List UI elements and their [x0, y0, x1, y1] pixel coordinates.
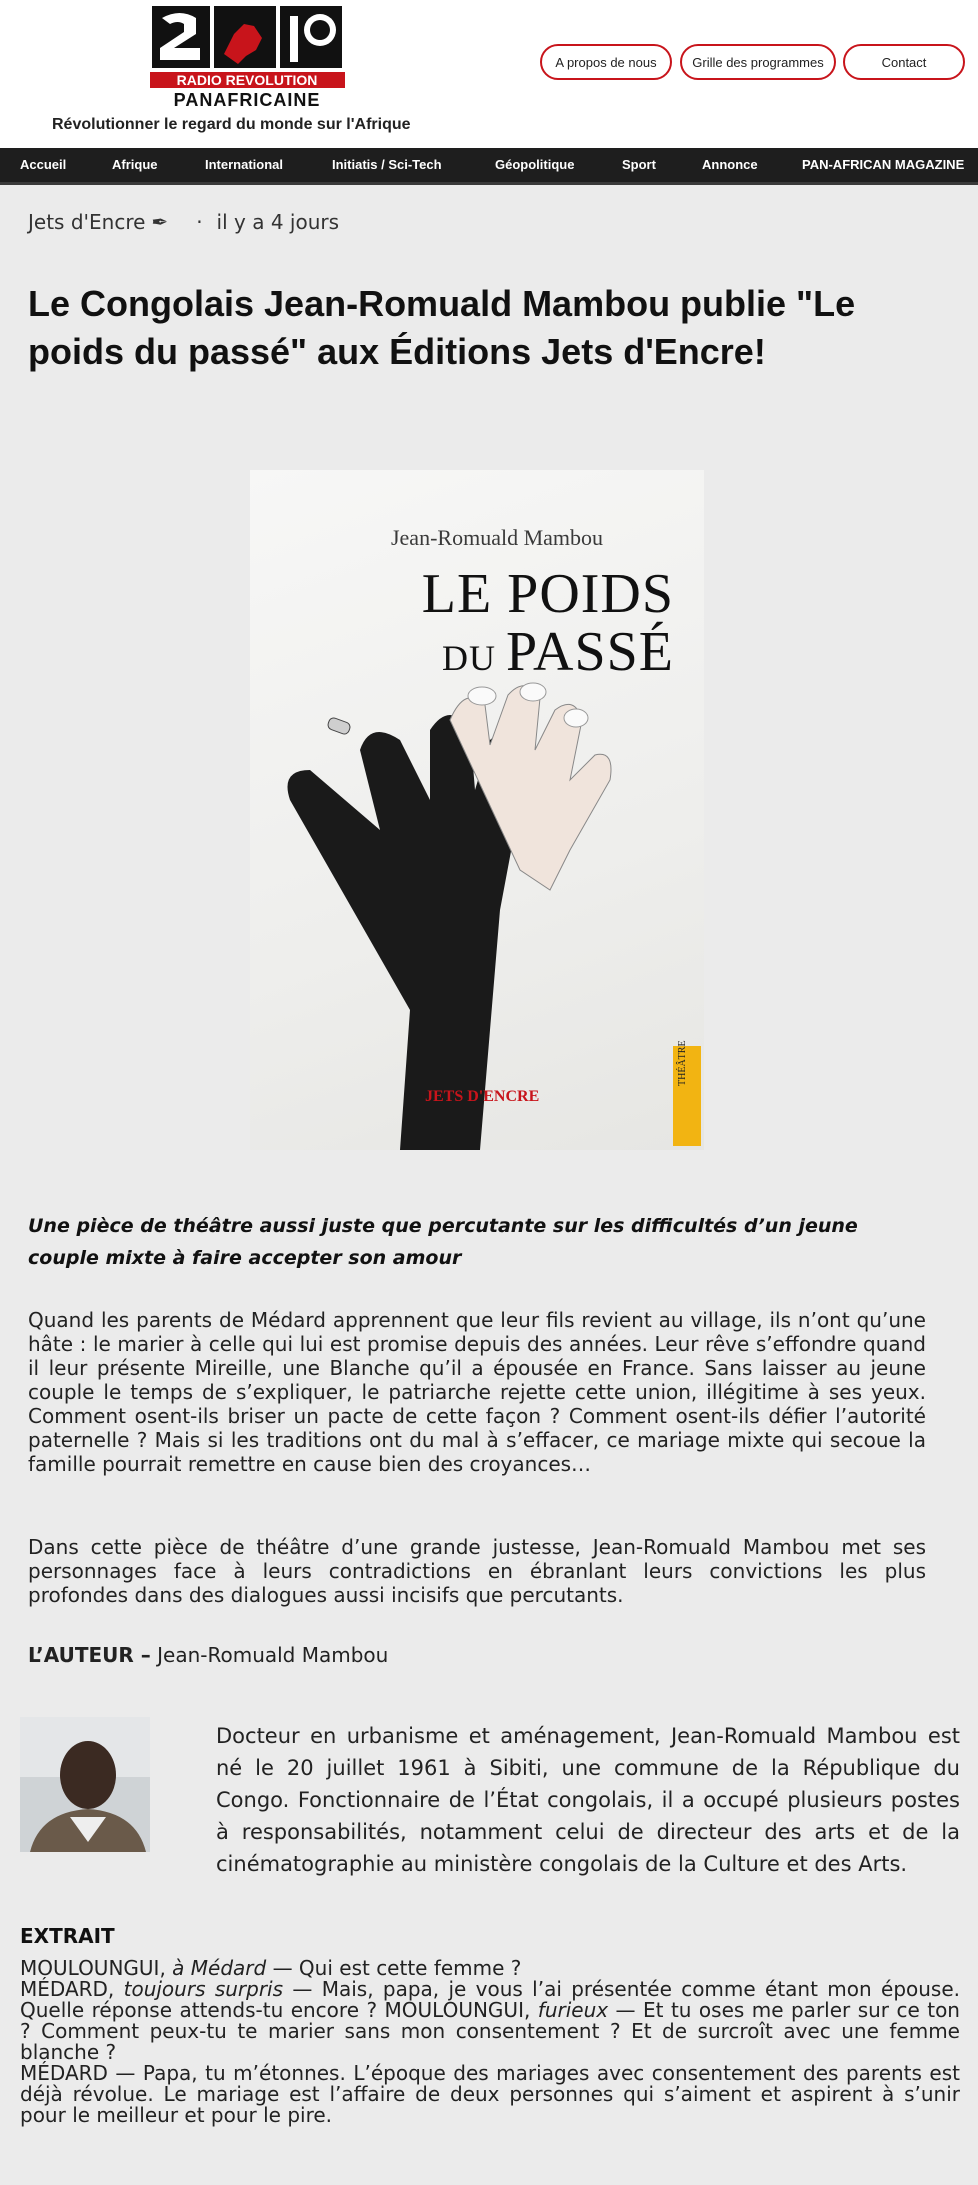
- author-bio: [20, 1720, 960, 1880]
- article-paragraph-2: Dans cette pièce de théâtre d’une grande justesse, Jean-Romuald Mambou met ses personnages face à leurs contradictions en ébranlant leurs convictions les plus profondes dans des dialogues aussi incisifs que percutants.: [28, 1535, 926, 1607]
- site-tagline: Révolutionner le regard du monde sur l'Afrique: [52, 116, 411, 133]
- article-category[interactable]: Jets d'Encre: [28, 210, 146, 234]
- article-title: Le Congolais Jean-Romuald Mambou publie "Le poids du passé" aux Éditions Jets d'Encre!: [28, 283, 856, 372]
- extrait-segment: — Mais, papa, je vous l’ai présentée comme étant mon épouse. Quelle réponse attends-tu encore ? MOULOUNGUI,: [20, 1977, 961, 2022]
- site-header: [0, 0, 978, 148]
- program-schedule-button[interactable]: Grille des programmes: [680, 44, 836, 80]
- contact-button[interactable]: Contact: [843, 44, 965, 80]
- article-paragraph-1: Quand les parents de Médard apprennent que leur fils revient au village, ils n’ont qu’une hâte : le marier à celle qui lui est promise depuis des années. Leur rêve s’effondre quand il leur présente Mireille, une Blanche qu’il a épousée en France. Sans laisser au jeune couple le temps de s’expliquer, le patriarche rejette cette union, illégitime à ses yeux. Comment osent-ils briser un pacte de cette façon ? Comment osent-ils défier l’autorité paternelle ? Mais si les traditions ont du mal à s’effacer, ce mariage mixte qui secoue la famille pourrait remettre en cause bien des croyances…: [28, 1308, 926, 1476]
- nav-item-geopolitique[interactable]: Géopolitique: [495, 157, 575, 172]
- stage-direction: à Médard: [172, 1956, 267, 1980]
- nav-item-annonce[interactable]: Annonce: [702, 157, 758, 172]
- logo-bottom-text: PANAFRICAINE: [173, 90, 321, 110]
- book-genre-label: THÉÂTRE: [677, 1040, 688, 1086]
- extrait-segment: MÉDARD — Papa, tu m’étonnes. L’époque des mariages avec consentement des parents est déjà révolue. Le mariage est l’affaire de deux personnes qui s’aiment et aspirent à s’unir pour le meilleur et pour le pire.: [20, 2061, 960, 2127]
- author-name: Jean-Romuald Mambou: [150, 1643, 389, 1667]
- site-logo[interactable]: [150, 4, 345, 110]
- book-title-du: DU: [442, 638, 507, 678]
- nav-item-sci-tech[interactable]: Initiatis / Sci-Tech: [332, 157, 442, 172]
- book-author: Jean-Romuald Mambou: [390, 525, 604, 550]
- author-photo: [20, 1717, 150, 1852]
- author-line: [28, 1643, 388, 1667]
- extrait-text: [20, 1958, 960, 2126]
- quill-icon: ✒: [151, 210, 169, 234]
- extrait-segment: — Et tu oses me parler sur ce ton ? Comment peux-tu te marier sans mon consentement ? Et de surcroît avec une femme blanche ?: [20, 1998, 960, 2064]
- article-meta: [28, 210, 339, 234]
- book-title-line2: [442, 620, 674, 684]
- article-subtitle: Une pièce de théâtre aussi juste que percutante sur les difficultés d’un jeune couple mixte à faire accepter son amour: [28, 1215, 858, 1269]
- stage-direction: toujours surpris: [123, 1977, 284, 2001]
- author-bio-text: Docteur en urbanisme et aménagement, Jean-Romuald Mambou est né le 20 juillet 1961 à Sibiti, une commune de la République du Congo. Fonctionnaire de l’État congolais, il a occupé plusieurs postes à responsabilités, notamment celui de directeur des arts et de la cinématographie au ministère congolais de la Culture et des Arts.: [216, 1724, 960, 1876]
- author-label: L’AUTEUR –: [28, 1643, 151, 1667]
- nav-item-afrique[interactable]: Afrique: [112, 157, 158, 172]
- extrait-heading: EXTRAIT: [20, 1924, 115, 1948]
- nav-item-pan-african-magazine[interactable]: PAN-AFRICAN MAGAZINE: [802, 157, 965, 172]
- logo-top-text: RADIO REVOLUTION: [176, 72, 318, 88]
- extrait-segment: MOULOUNGUI,: [20, 1956, 173, 1980]
- stage-direction: furieux: [537, 1998, 609, 2022]
- book-title-line1: LE POIDS: [421, 563, 674, 625]
- nav-item-sport[interactable]: Sport: [622, 157, 656, 172]
- article-time: il y a 4 jours: [216, 210, 340, 234]
- about-button[interactable]: A propos de nous: [540, 44, 672, 80]
- nav-item-accueil[interactable]: Accueil: [20, 157, 67, 172]
- main-nav: [0, 148, 978, 185]
- meta-separator: ·: [196, 210, 203, 234]
- book-genre-band: [673, 1040, 701, 1146]
- book-title-passe: PASSÉ: [506, 621, 674, 683]
- book-publisher: JETS D'ENCRE: [425, 1088, 540, 1105]
- extrait-segment: MÉDARD,: [20, 1977, 124, 2001]
- nav-item-international[interactable]: International: [205, 157, 284, 172]
- extrait-segment: — Qui est cette femme ?: [266, 1956, 522, 1980]
- book-cover-image: [250, 470, 704, 1150]
